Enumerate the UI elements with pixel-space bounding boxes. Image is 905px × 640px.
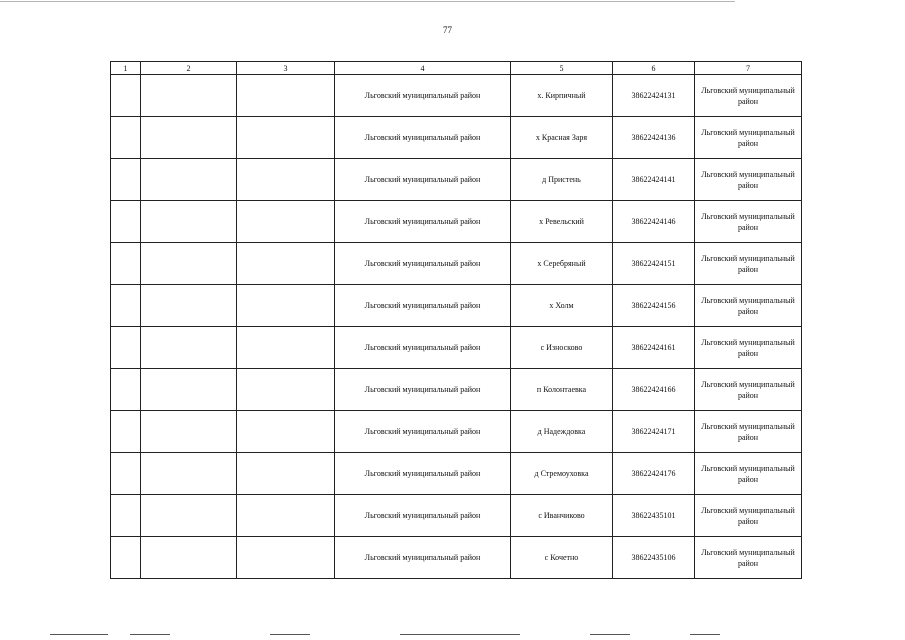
cell-code: 38622424141: [613, 159, 695, 201]
cell-district-short: Льговский муниципальный район: [695, 369, 802, 411]
cell-col-1: [111, 201, 141, 243]
scan-mark: [50, 634, 108, 635]
cell-district: Льговский муниципальный район: [335, 369, 511, 411]
cell-col-1: [111, 243, 141, 285]
cell-district: Льговский муниципальный район: [335, 159, 511, 201]
page-number: 77: [443, 25, 452, 35]
cell-district-short: Льговский муниципальный район: [695, 75, 802, 117]
cell-settlement: х Красная Заря: [511, 117, 613, 159]
cell-settlement: с Иванчиково: [511, 495, 613, 537]
cell-col-1: [111, 495, 141, 537]
cell-col-3: [237, 411, 335, 453]
cell-district-short: Льговский муниципальный район: [695, 243, 802, 285]
cell-district: Льговский муниципальный район: [335, 285, 511, 327]
cell-col-2: [141, 327, 237, 369]
cell-district: Льговский муниципальный район: [335, 495, 511, 537]
cell-district: Льговский муниципальный район: [335, 537, 511, 579]
cell-code: 38622424151: [613, 243, 695, 285]
cell-code: 38622424146: [613, 201, 695, 243]
scan-mark: [270, 634, 310, 635]
cell-col-3: [237, 453, 335, 495]
cell-district: Льговский муниципальный район: [335, 75, 511, 117]
table-row: [111, 369, 802, 411]
cell-district-short: Льговский муниципальный район: [695, 117, 802, 159]
table-row: [111, 117, 802, 159]
cell-col-2: [141, 117, 237, 159]
cell-district-short: Льговский муниципальный район: [695, 495, 802, 537]
cell-col-1: [111, 369, 141, 411]
cell-settlement: д Надеждовка: [511, 411, 613, 453]
table-row: [111, 201, 802, 243]
table-header: [111, 62, 802, 75]
header-col-1: 1: [111, 62, 141, 75]
header-col-2: 2: [141, 62, 237, 75]
cell-col-3: [237, 201, 335, 243]
cell-col-2: [141, 411, 237, 453]
table-row: [111, 327, 802, 369]
cell-col-3: [237, 159, 335, 201]
table-row: [111, 285, 802, 327]
cell-col-2: [141, 453, 237, 495]
cell-col-3: [237, 537, 335, 579]
cell-district-short: Льговский муниципальный район: [695, 285, 802, 327]
cell-district: Льговский муниципальный район: [335, 117, 511, 159]
cell-col-2: [141, 243, 237, 285]
cell-col-2: [141, 201, 237, 243]
cell-col-1: [111, 117, 141, 159]
cell-district-short: Льговский муниципальный район: [695, 201, 802, 243]
cell-col-1: [111, 327, 141, 369]
cell-code: 38622435106: [613, 537, 695, 579]
cell-col-2: [141, 285, 237, 327]
cell-col-2: [141, 495, 237, 537]
table-row: [111, 495, 802, 537]
header-col-3: 3: [237, 62, 335, 75]
cell-col-2: [141, 159, 237, 201]
cell-code: 38622424166: [613, 369, 695, 411]
cell-district: Льговский муниципальный район: [335, 453, 511, 495]
cell-district: Льговский муниципальный район: [335, 411, 511, 453]
cell-code: 38622424136: [613, 117, 695, 159]
settlements-table: [110, 61, 802, 579]
cell-settlement: х Холм: [511, 285, 613, 327]
table-row: [111, 453, 802, 495]
bottom-scan-marks: [50, 634, 830, 637]
cell-settlement: д Стремоуховка: [511, 453, 613, 495]
cell-col-1: [111, 453, 141, 495]
cell-code: 38622424161: [613, 327, 695, 369]
cell-code: 38622424131: [613, 75, 695, 117]
scan-mark: [590, 634, 630, 635]
scan-mark: [400, 634, 520, 635]
cell-col-1: [111, 411, 141, 453]
header-col-5: 5: [511, 62, 613, 75]
cell-col-2: [141, 369, 237, 411]
cell-district-short: Льговский муниципальный район: [695, 537, 802, 579]
header-col-6: 6: [613, 62, 695, 75]
cell-district-short: Льговский муниципальный район: [695, 411, 802, 453]
cell-col-1: [111, 75, 141, 117]
cell-district-short: Льговский муниципальный район: [695, 453, 802, 495]
cell-col-1: [111, 285, 141, 327]
header-col-4: 4: [335, 62, 511, 75]
cell-settlement: х Ревельский: [511, 201, 613, 243]
cell-district-short: Льговский муниципальный район: [695, 327, 802, 369]
cell-code: 38622424156: [613, 285, 695, 327]
cell-district: Льговский муниципальный район: [335, 243, 511, 285]
cell-col-3: [237, 243, 335, 285]
cell-code: 38622435101: [613, 495, 695, 537]
cell-district-short: Льговский муниципальный район: [695, 159, 802, 201]
cell-settlement: х Серебряный: [511, 243, 613, 285]
cell-settlement: х. Кирпичный: [511, 75, 613, 117]
table-row: [111, 75, 802, 117]
scan-mark: [690, 634, 720, 635]
header-row: [111, 62, 802, 75]
cell-district: Льговский муниципальный район: [335, 327, 511, 369]
scan-mark: [130, 634, 170, 635]
cell-col-2: [141, 75, 237, 117]
cell-code: 38622424176: [613, 453, 695, 495]
cell-col-3: [237, 495, 335, 537]
cell-col-3: [237, 327, 335, 369]
cell-col-3: [237, 369, 335, 411]
cell-settlement: п Колонтаевка: [511, 369, 613, 411]
cell-col-2: [141, 537, 237, 579]
table-body: [111, 75, 802, 579]
table-row: [111, 411, 802, 453]
cell-col-1: [111, 159, 141, 201]
cell-col-3: [237, 285, 335, 327]
cell-district: Льговский муниципальный район: [335, 201, 511, 243]
cell-col-1: [111, 537, 141, 579]
header-col-7: 7: [695, 62, 802, 75]
cell-settlement: с Износково: [511, 327, 613, 369]
table-row: [111, 159, 802, 201]
table-row: [111, 537, 802, 579]
top-scan-line: [0, 1, 735, 2]
cell-col-3: [237, 75, 335, 117]
cell-settlement: с Кочетно: [511, 537, 613, 579]
cell-settlement: д Пристень: [511, 159, 613, 201]
cell-col-3: [237, 117, 335, 159]
cell-code: 38622424171: [613, 411, 695, 453]
table-row: [111, 243, 802, 285]
